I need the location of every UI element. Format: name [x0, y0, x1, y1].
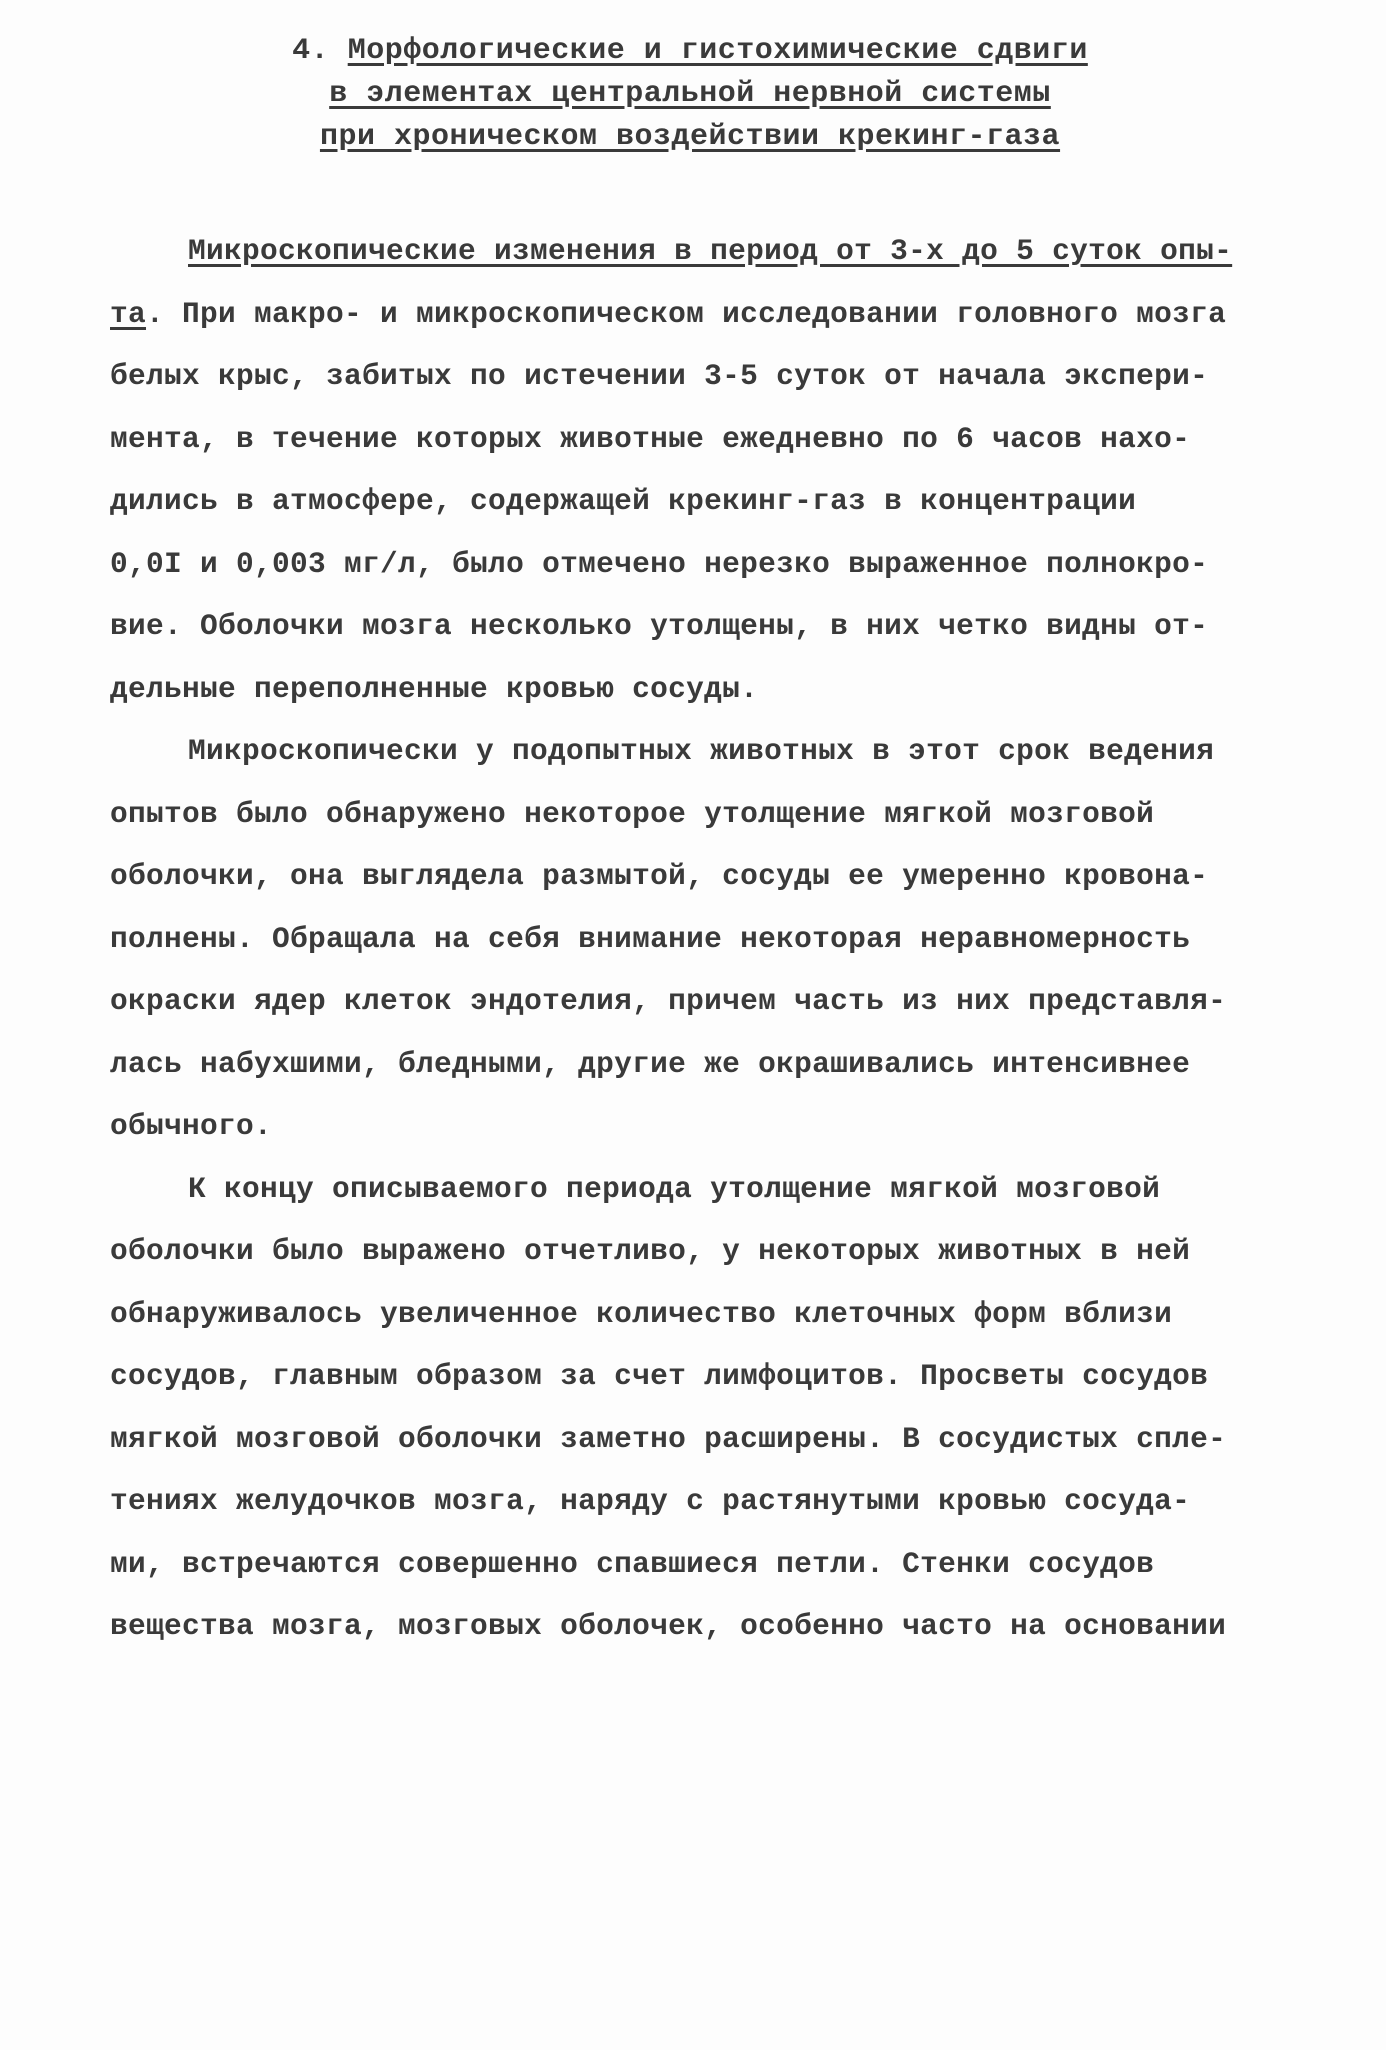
paragraph-2-line: оболочки, она выглядела размытой, сосуды ее умеренно кровона-	[110, 859, 1209, 893]
paragraph-3-line: сосудов, главным образом за счет лимфоцитов. Просветы сосудов	[110, 1359, 1209, 1393]
paragraph-1-line	[110, 220, 1280, 283]
paragraph-1-line: дельные переполненные кровью сосуды.	[110, 671, 759, 706]
paragraph-3-line: обнаруживалось увеличенное количество клеточных форм вблизи	[110, 1296, 1173, 1331]
paragraph-3-line: тениях желудочков мозга, наряду с растянутыми кровью сосуда-	[110, 1484, 1191, 1518]
paragraph-1-line: 0,0I и 0,003 мг/л, было отмечено нерезко выраженное полнокро-	[110, 546, 1209, 581]
paragraph-1-line	[110, 283, 1280, 346]
heading-line-2	[180, 73, 1200, 116]
paragraph-1	[110, 220, 1280, 720]
subheading-underlined-end: та	[110, 296, 147, 331]
section-heading	[180, 30, 1200, 159]
paragraph-2-line: полнены. Обращала на себя внимание некоторая неравномерность	[110, 921, 1191, 956]
body-text	[110, 220, 1280, 1658]
paragraph-1-text: . При макро- и микроскопическом исследовании головного мозга	[146, 296, 1227, 331]
paragraph-1-line: дились в атмосфере, содержащей крекинг-газ в концентрации	[110, 484, 1137, 518]
heading-number: 4.	[292, 34, 330, 68]
paragraph-3	[110, 1158, 1280, 1658]
paragraph-3-line: К концу описываемого периода утолщение мягкой мозговой	[188, 1171, 1161, 1206]
paragraph-2-line: обычного.	[110, 1109, 273, 1143]
heading-line-1	[180, 30, 1200, 73]
paragraph-2-line: опытов было обнаружено некоторое утолщение мягкой мозговой	[110, 796, 1155, 831]
paragraph-3-line: мягкой мозговой оболочки заметно расширены. В сосудистых спле-	[110, 1421, 1227, 1456]
paragraph-2-line: Микроскопически у подопытных животных в этот срок ведения	[188, 734, 1215, 768]
subheading-underlined: Микроскопические изменения в период от 3-х до 5 суток опы-	[188, 234, 1233, 268]
paragraph-2-line: лась набухшими, бледными, другие же окрашивались интенсивнее	[110, 1046, 1191, 1081]
heading-line-3	[180, 116, 1200, 159]
paragraph-1-line: белых крыс, забитых по истечении 3-5 суток от начала экспери-	[110, 359, 1209, 393]
paragraph-1-line: мента, в течение которых животные ежедневно по 6 часов нахо-	[110, 421, 1191, 456]
heading-text-3: при хроническом воздействии крекинг-газа	[319, 120, 1061, 154]
heading-text-2: в элементах центральной нервной системы	[329, 77, 1051, 111]
paragraph-2	[110, 720, 1280, 1158]
paragraph-3-line: оболочки было выражено отчетливо, у некоторых животных в ней	[110, 1234, 1191, 1268]
paragraph-1-line: вие. Оболочки мозга несколько утолщены, в них четко видны от-	[110, 609, 1209, 643]
paragraph-3-line: ми, встречаются совершенно спавшиеся петли. Стенки сосудов	[110, 1546, 1155, 1581]
paragraph-3-line: вещества мозга, мозговых оболочек, особенно часто на основании	[110, 1609, 1227, 1643]
heading-text-1: Морфологические и гистохимические сдвиги	[347, 34, 1088, 68]
paragraph-2-line: окраски ядер клеток эндотелия, причем часть из них представля-	[110, 984, 1227, 1018]
